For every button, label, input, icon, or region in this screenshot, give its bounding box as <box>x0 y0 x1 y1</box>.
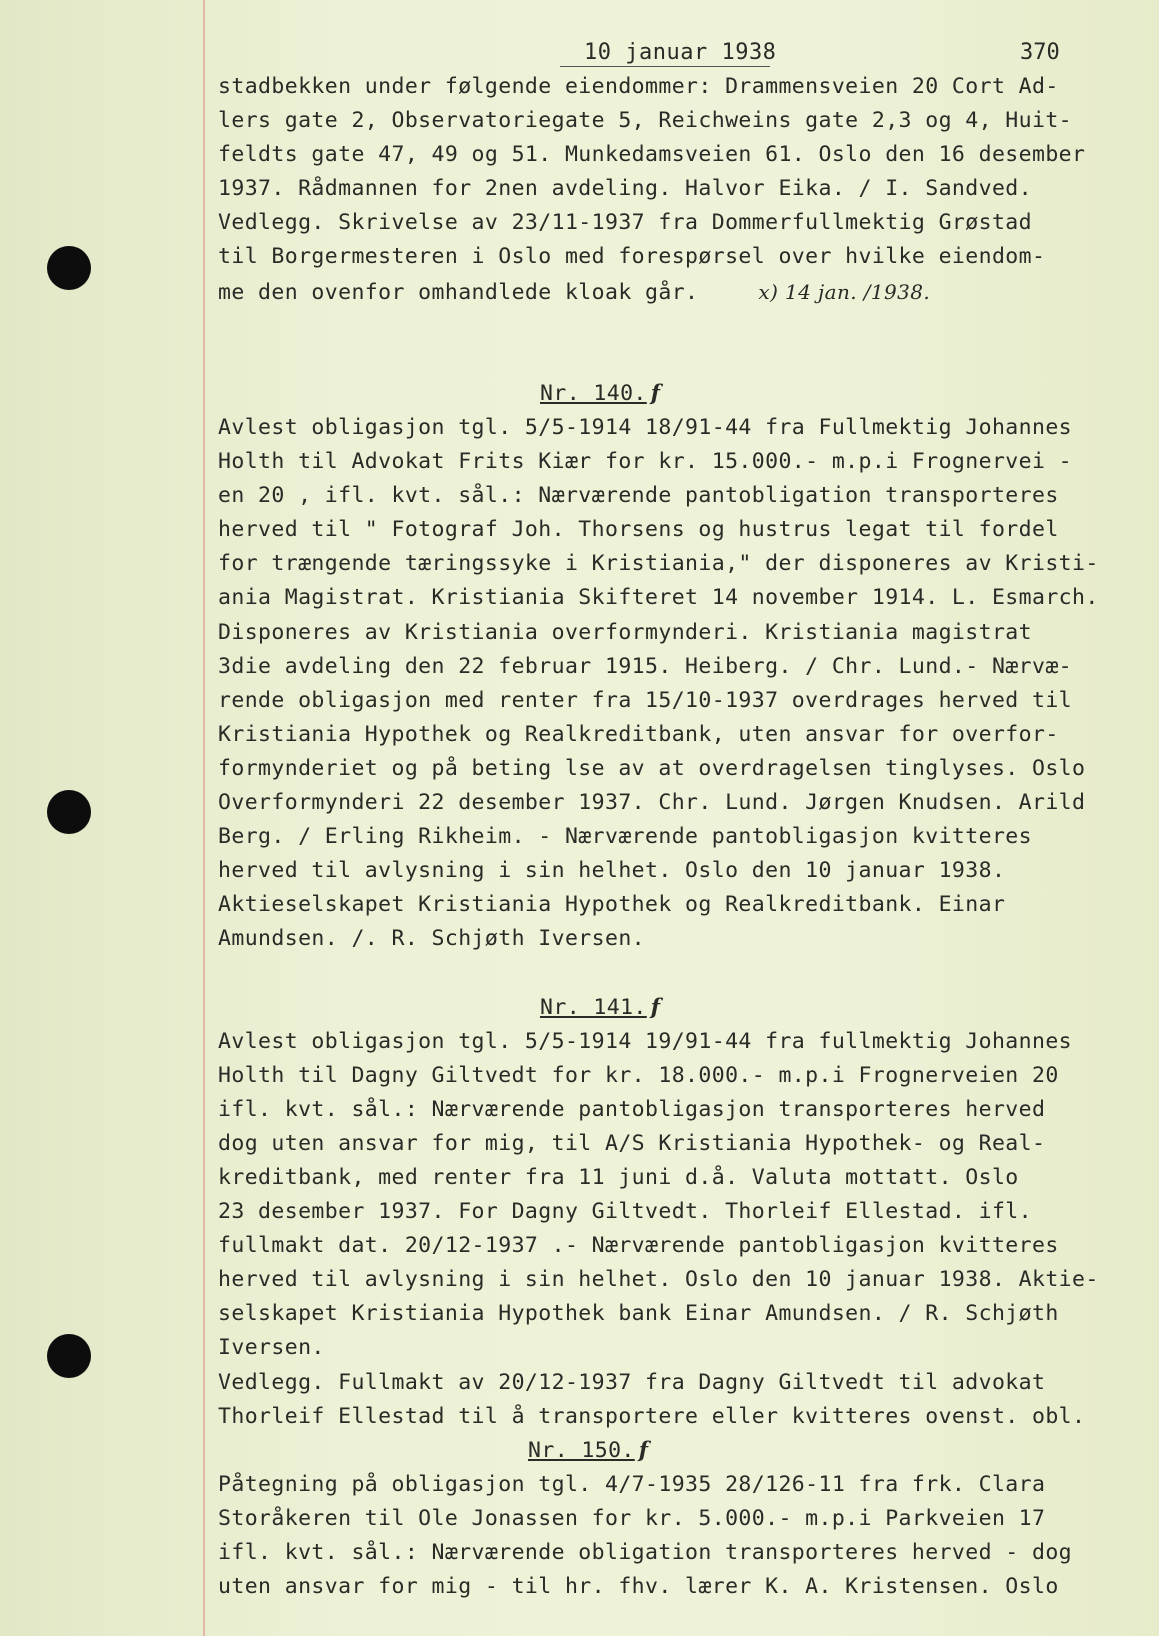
text-line: Kristiania Hypothek og Realkreditbank, uten ansvar for overfor- <box>218 721 1059 747</box>
text-line: herved til avlysning i sin helhet. Oslo den 10 januar 1938. <box>218 858 1006 884</box>
text-line: til Borgermesteren i Oslo med forespørsel over hvilke eiendom- <box>218 244 1046 270</box>
text-line: for trængende tæringssyke i Kristiania," der disponeres av Kristi- <box>218 551 1099 577</box>
spacer <box>218 309 1148 343</box>
header-date: 10 januar 1938 <box>584 40 777 65</box>
text-line: Disponeres av Kristiania overformynderi. Kristiania magistrat <box>218 619 1032 645</box>
entry-heading-150 <box>218 1434 1148 1468</box>
margin-rule <box>203 0 205 1636</box>
text-line: Holth til Dagny Giltvedt for kr. 18.000.- m.p.i Frognerveien 20 <box>218 1062 1059 1088</box>
text-line: herved til " Fotograf Joh. Thorsens og hustrus legat til fordel <box>218 517 1059 543</box>
page-number: 370 <box>1020 40 1060 65</box>
handwritten-note: x) 14 jan. /1938. <box>758 279 931 304</box>
text-line: 1937. Rådmannen for 2nen avdeling. Halvor Eika. / I. Sandved. <box>218 176 1032 202</box>
text-line: ania Magistrat. Kristiania Skifteret 14 november 1914. L. Esmarch. <box>218 585 1099 611</box>
text-line: 3die avdeling den 22 februar 1915. Heiberg. / Chr. Lund.- Nærvæ- <box>218 653 1073 679</box>
page-header <box>560 40 1120 72</box>
text-line: Avlest obligasjon tgl. 5/5-1914 18/91-44 fra Fullmektig Johannes <box>218 414 1073 440</box>
text-line: 23 desember 1937. For Dagny Giltvedt. Thorleif Ellestad. ifl. <box>218 1199 1032 1225</box>
text-line-content: me den ovenfor omhandlede kloak går. <box>218 279 699 305</box>
text-line: formynderiet og på beting lse av at overdragelsen tinglyses. Oslo <box>218 755 1086 781</box>
text-line: herved til avlysning i sin helhet. Oslo den 10 januar 1938. Aktie- <box>218 1267 1099 1293</box>
text-line: Vedlegg. Fullmakt av 20/12-1937 fra Dagny Giltvedt til advokat <box>218 1369 1046 1395</box>
text-line: Amundsen. /. R. Schjøth Iversen. <box>218 926 646 952</box>
text-line: en 20 , ifl. kvt. sål.: Nærværende pantobligation transporteres <box>218 483 1059 509</box>
punch-hole-bottom <box>47 1334 91 1378</box>
text-line: Avlest obligasjon tgl. 5/5-1914 19/91-44 fra fullmektig Johannes <box>218 1028 1073 1054</box>
text-line: Iversen. <box>218 1335 325 1361</box>
text-line: dog uten ansvar for mig, til A/S Kristiania Hypothek- og Real- <box>218 1130 1046 1156</box>
document-body <box>218 70 1148 1604</box>
text-line: ifl. kvt. sål.: Nærværende pantobligasjon transporteres herved <box>218 1096 1046 1122</box>
text-line: lers gate 2, Observatoriegate 5, Reichweins gate 2,3 og 4, Huit- <box>218 108 1073 134</box>
text-line: Thorleif Ellestad til å transportere eller kvitteres ovenst. obl. <box>218 1403 1086 1429</box>
entry-number: Nr. 141. <box>540 994 647 1020</box>
text-line: Vedlegg. Skrivelse av 23/11-1937 fra Dommerfullmektig Grøstad <box>218 210 1032 236</box>
text-line: Holth til Advokat Frits Kiær for kr. 15.000.- m.p.i Frognervei - <box>218 449 1073 475</box>
checkmark-icon: f <box>638 1437 649 1463</box>
text-line: fullmakt dat. 20/12-1937 .- Nærværende pantobligasjon kvitteres <box>218 1233 1059 1259</box>
punch-hole-top <box>47 246 91 290</box>
text-line: Aktieselskapet Kristiania Hypothek og Realkreditbank. Einar <box>218 892 1006 918</box>
text-line <box>218 275 1148 309</box>
entry-number: Nr. 150. <box>528 1437 635 1463</box>
text-line: rende obligasjon med renter fra 15/10-1937 overdrages herved til <box>218 687 1073 713</box>
entry-heading-140 <box>218 377 1148 411</box>
entry-heading-141 <box>218 991 1148 1025</box>
text-line: Berg. / Erling Rikheim. - Nærværende pantobligasjon kvitteres <box>218 824 1032 850</box>
text-line: Overformynderi 22 desember 1937. Chr. Lund. Jørgen Knudsen. Arild <box>218 789 1086 815</box>
text-line: kreditbank, med renter fra 11 juni d.å. Valuta mottatt. Oslo <box>218 1165 1019 1190</box>
checkmark-icon: f <box>650 380 661 406</box>
entry-number: Nr. 140. <box>540 380 647 406</box>
checkmark-icon: f <box>650 994 661 1020</box>
text-line: Påtegning på obligasjon tgl. 4/7-1935 28/126-11 fra frk. Clara <box>218 1471 1046 1497</box>
header-rule <box>560 66 770 67</box>
text-line: feldts gate 47, 49 og 51. Munkedamsveien 61. Oslo den 16 desember <box>218 142 1086 168</box>
text-line: ifl. kvt. sål.: Nærværende obligation transporteres herved - dog <box>218 1540 1073 1566</box>
spacer <box>218 343 1148 377</box>
text-line: uten ansvar for mig - til hr. fhv. lærer K. A. Kristensen. Oslo <box>218 1574 1059 1600</box>
text-line: selskapet Kristiania Hypothek bank Einar Amundsen. / R. Schjøth <box>218 1301 1059 1327</box>
text-line: stadbekken under følgende eiendommer: Drammensveien 20 Cort Ad- <box>218 74 1059 99</box>
spacer <box>218 956 1148 990</box>
text-line: Storåkeren til Ole Jonassen for kr. 5.000.- m.p.i Parkveien 17 <box>218 1505 1046 1531</box>
punch-hole-middle <box>47 790 91 834</box>
